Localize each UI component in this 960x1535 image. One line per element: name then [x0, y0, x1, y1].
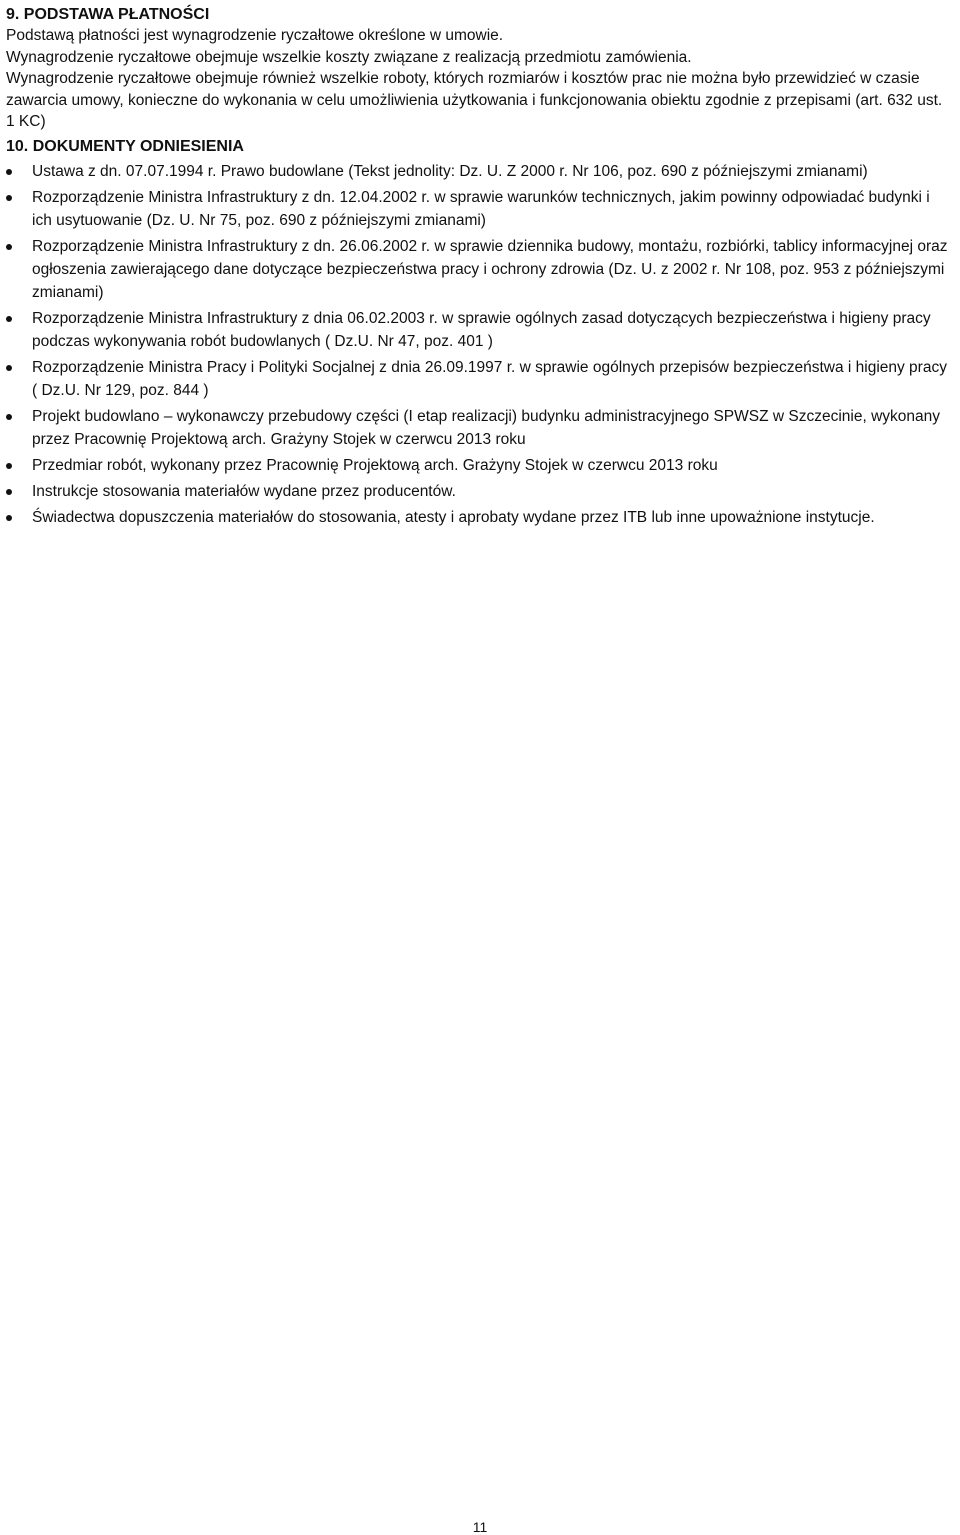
- list-item: [6, 235, 950, 304]
- list-item: [6, 186, 950, 232]
- list-item-text: Rozporządzenie Ministra Pracy i Polityki Socjalnej z dnia 26.09.1997 r. w sprawie ogólnych przepisów bezpieczeństwa i higieny pracy ( Dz.U. Nr 129, poz. 844 ): [32, 358, 947, 399]
- bullet-icon: [6, 515, 12, 521]
- bullet-icon: [6, 316, 12, 322]
- list-item-text: Ustawa z dn. 07.07.1994 r. Prawo budowlane (Tekst jednolity: Dz. U. Z 2000 r. Nr 106, poz. 690 z późniejszymi zmianami): [32, 162, 868, 180]
- bullet-icon: [6, 463, 12, 469]
- page-content: [6, 4, 950, 532]
- section-9-paragraph-1: Podstawą płatności jest wynagrodzenie ryczałtowe określone w umowie.: [6, 27, 504, 44]
- list-item-text: Rozporządzenie Ministra Infrastruktury z dn. 12.04.2002 r. w sprawie warunków technicznych, jakim powinny odpowiadać budynki i ich usytuowanie (Dz. U. Nr 75, poz. 690 z późniejszymi zmianami): [32, 188, 930, 229]
- list-item-text: Świadectwa dopuszczenia materiałów do stosowania, atesty i aprobaty wydane przez ITB lub inne upoważnione instytucje.: [32, 508, 875, 526]
- list-item: [6, 480, 950, 503]
- list-item-text: Rozporządzenie Ministra Infrastruktury z dnia 06.02.2003 r. w sprawie ogólnych zasad dotyczących bezpieczeństwa i higieny pracy podczas wykonywania robót budowlanych ( Dz.U. Nr 47, poz. 401 ): [32, 309, 931, 350]
- list-item: [6, 506, 950, 529]
- bullet-icon: [6, 195, 12, 201]
- list-item: [6, 454, 950, 477]
- bullet-icon: [6, 489, 12, 495]
- list-item: [6, 160, 950, 183]
- section-9-paragraph-3: Wynagrodzenie ryczałtowe obejmuje również wszelkie roboty, których rozmiarów i kosztów prac nie można było przewidzieć w czasie zawarcia umowy, konieczne do wykonania w celu umożliwienia użytkowania i funkcjonowania obiektu zgodnie z przepisami (art. 632 ust. 1 KC): [6, 70, 943, 130]
- page-number: 11: [472, 1519, 488, 1535]
- bullet-icon: [6, 244, 12, 250]
- list-item: [6, 356, 950, 402]
- section-10-heading: 10. DOKUMENTY ODNIESIENIA: [6, 137, 244, 155]
- list-item-text: Instrukcje stosowania materiałów wydane przez producentów.: [32, 482, 456, 500]
- reference-documents-list: [6, 160, 950, 529]
- list-item-text: Rozporządzenie Ministra Infrastruktury z dn. 26.06.2002 r. w sprawie dziennika budowy, montażu, rozbiórki, tablicy informacyjnej oraz ogłoszenia zawierającego dane dotyczące bezpieczeństwa pracy i ochrony zdrowia (Dz. U. z 2002 r. Nr 108, poz. 953 z późniejszymi zmianami): [32, 237, 948, 301]
- bullet-icon: [6, 169, 12, 175]
- bullet-icon: [6, 414, 12, 420]
- bullet-icon: [6, 365, 12, 371]
- list-item-text: Przedmiar robót, wykonany przez Pracownię Projektową arch. Grażyny Stojek w czerwcu 2013 roku: [32, 456, 718, 474]
- list-item: [6, 307, 950, 353]
- list-item: [6, 405, 950, 451]
- section-9-heading: 9. PODSTAWA PŁATNOŚCI: [6, 6, 210, 23]
- list-item-text: Projekt budowlano – wykonawczy przebudowy części (I etap realizacji) budynku administracyjnego SPWSZ w Szczecinie, wykonany przez Pracownię Projektową arch. Grażyny Stojek w czerwcu 2013 roku: [32, 407, 941, 448]
- section-9-paragraph-2: Wynagrodzenie ryczałtowe obejmuje wszelkie koszty związane z realizacją przedmiotu zamówienia.: [6, 48, 692, 66]
